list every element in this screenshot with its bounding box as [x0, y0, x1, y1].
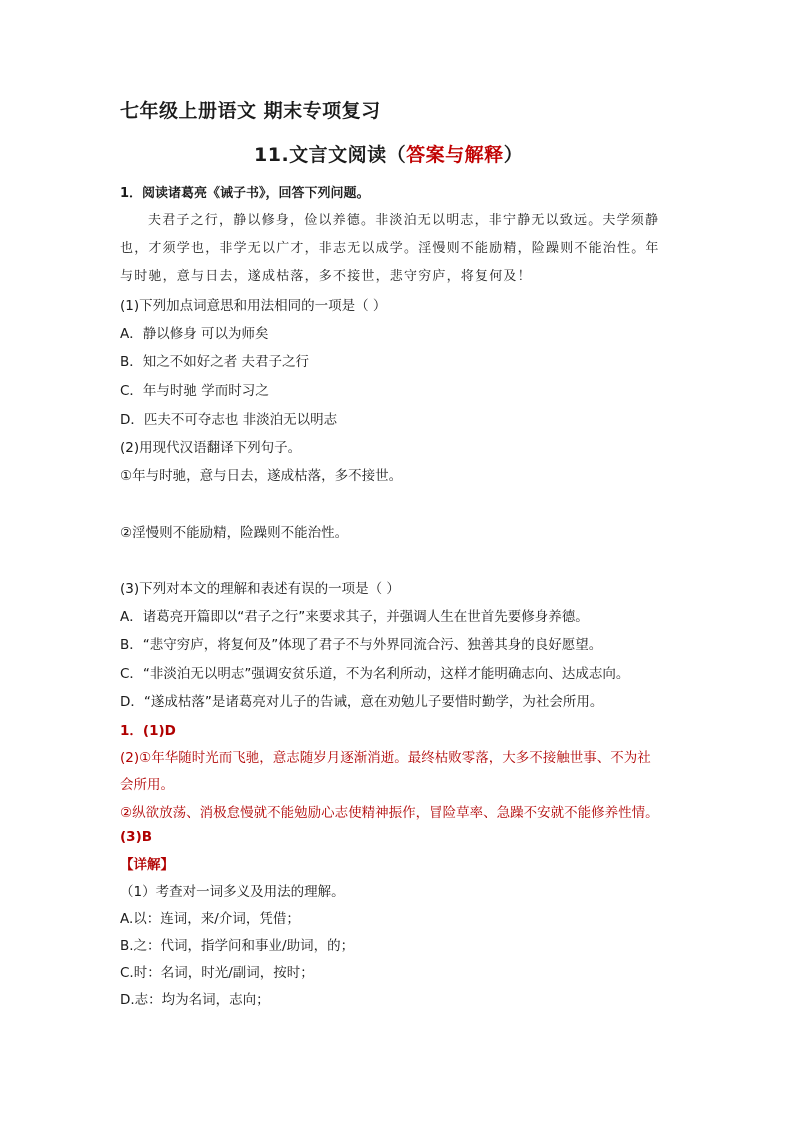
section-title-end: ） — [503, 144, 524, 166]
section-title — [254, 140, 523, 167]
question-stem: 1．阅读诸葛亮《诫子书》，回答下列问题。 — [120, 186, 370, 201]
option-1a: A．静以修身 可以为师矣 — [120, 326, 269, 342]
passage-line-3: 与时驰，意与日去，遂成枯落，多不接世，悲守穷庐，将复何及！ — [120, 269, 532, 284]
subquestion-3: (3)下列对本文的理解和表述有误的一项是（ ） — [120, 581, 400, 597]
detail-b: B.之：代词，指学问和事业/助词，的； — [120, 938, 355, 954]
detail-a: A.以：连词，来/介词，凭借； — [120, 911, 300, 927]
translate-item-2: ②淫慢则不能励精，险躁则不能治性。 — [120, 525, 349, 541]
detail-c: C.时：名词，时光/副词，按时； — [120, 965, 314, 981]
answer-3: (3)B — [120, 829, 153, 845]
option-3a: A．诸葛亮开篇即以“君子之行”来要求其子，并强调人生在世首先要修身养德。 — [120, 609, 589, 625]
option-3b: B．“悲守穷庐，将复何及”体现了君子不与外界同流合污、独善其身的良好愿望。 — [120, 637, 603, 653]
option-1d: D．匹夫不可夺志也 非淡泊无以明志 — [120, 412, 338, 428]
subquestion-1: (1)下列加点词意思和用法相同的一项是（ ） — [120, 298, 387, 314]
option-3c: C．“非淡泊无以明志”强调安贫乐道，不为名利所动，这样才能明确志向、达成志向。 — [120, 666, 630, 682]
passage-line-1: 夫君子之行，静以修身，俭以养德。非淡泊无以明志，非宁静无以致远。夫学须静 — [148, 213, 660, 228]
answer-2-line-2: 会所用。 — [120, 777, 174, 793]
option-1b: B．知之不如好之者 夫君子之行 — [120, 354, 310, 370]
option-1c: C．年与时驰 学而时习之 — [120, 383, 269, 399]
section-title-main: 11.文言文阅读（ — [254, 144, 407, 166]
detail-heading-text: 【详解】 — [120, 857, 174, 873]
detail-intro: （1）考查对一词多义及用法的理解。 — [120, 884, 345, 900]
subquestion-2: (2)用现代汉语翻译下列句子。 — [120, 440, 302, 456]
answer-2-line-1: (2)①年华随时光而飞驰，意志随岁月逐渐消逝。最终枯败零落，大多不接触世事、不为社 — [120, 750, 651, 766]
translate-item-1: ①年与时驰，意与日去，遂成枯落，多不接世。 — [120, 468, 403, 484]
document-title: 七年级上册语文 期末专项复习 — [120, 100, 381, 122]
detail-heading — [120, 853, 174, 873]
answer-2-item-2: ②纵欲放荡、消极怠慢就不能勉励心志使精神振作，冒险草率、急躁不安就不能修养性情。 — [120, 805, 659, 821]
passage-line-2: 也，才须学也，非学无以广才，非志无以成学。淫慢则不能励精，险躁则不能治性。年 — [120, 241, 660, 256]
section-title-highlight: 答案与解释 — [406, 144, 504, 166]
answer-1: 1．(1)D — [120, 723, 176, 739]
option-3d: D．“遂成枯落”是诸葛亮对儿子的告诫，意在劝勉儿子要惜时勤学，为社会所用。 — [120, 694, 604, 710]
detail-d: D.志：均为名词，志向； — [120, 992, 270, 1008]
